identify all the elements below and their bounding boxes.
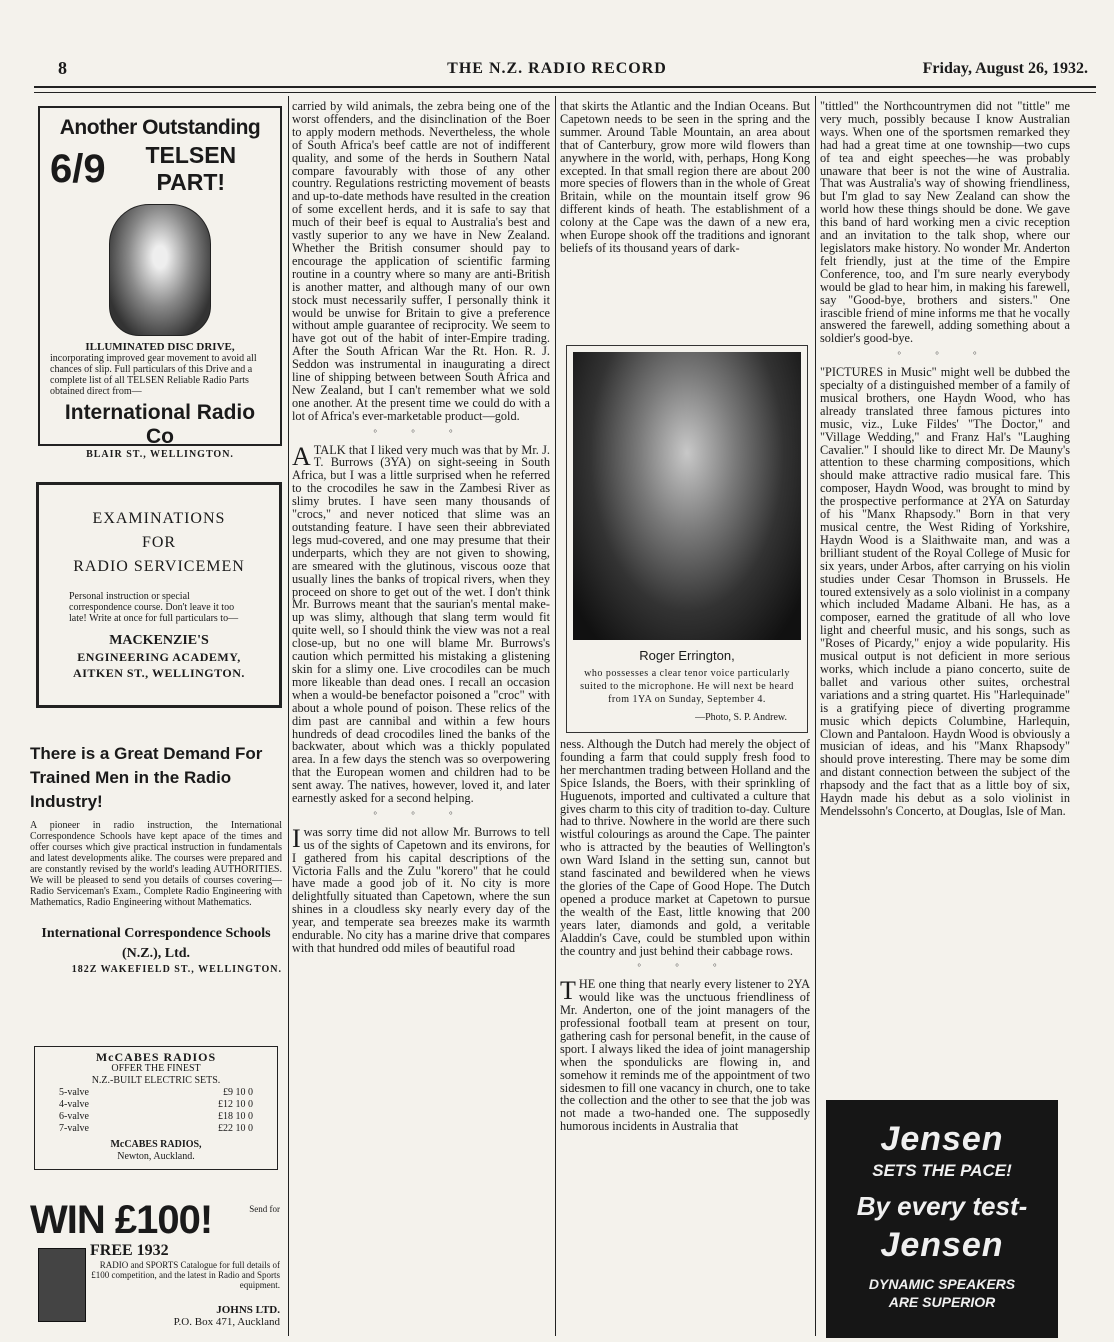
price-value: £9 10 0 [223,1087,253,1098]
page-header [0,58,1114,88]
ics-body: A pioneer in radio instruction, the International Correspondence Schools have kept apace of the times and offer courses which give practical instruction in fundamentals and latest developments alike. The courses were prepared and are constantly revised by the world's leading AUTHORITIES. We will be pleased to send you details of courses covering—Radio Serviceman's Exam., Complete Radio Engineering with Mathematics, Radio Engineering without Mathematics. [30,820,282,908]
ics-headline: There is a Great Demand For Trained Men in the Radio Industry! [30,744,263,811]
exams-line3: RADIO SERVICEMEN [73,558,245,575]
mccabes-company: McCABES RADIOS, [110,1139,202,1150]
telsen-advertisement [38,106,282,460]
jensen-line2: SETS THE PACE! [872,1161,1012,1180]
jensen-line1: Jensen [880,1120,1004,1158]
drop-cap: T [560,976,576,1006]
jensen-line6: ARE SUPERIOR [888,1294,996,1310]
telsen-product: TELSEN PART! [145,142,237,195]
drop-cap: I [292,823,301,853]
article-column-3 [820,100,1070,818]
jensen-line5: DYNAMIC SPEAKERS [868,1276,1016,1292]
price-row [41,1123,271,1135]
ics-advertisement [30,742,282,1012]
portrait-photo [566,345,808,733]
article-paragraph: that skirts the Atlantic and the Indian Oceans. But Capetown needs to be seen in the spring and the summer. Around Table Mountain, an area about that of Canterbury, grow more wild flowers than anywhere in the world, with, perhaps, Hong Kong excepted. In that small region there are about 200 more species of flowers than in the whole of Great Britain, while on the mountain itself grow 96 different kinds of heath. The establishment of a colony at the Cape was the dawn of a new era, when Europe shook off the traditions and ignorant beliefs of its thousand years of dark- [560,99,810,255]
article-paragraph: "PICTURES in Music" might well be dubbed the specialty of a distinguished member of a family of musical brothers, one Haydn Wood, who has already translated three famous pictures into music, viz., Luke Fildes' "The Doctor," and "Village Wedding," and Franz Hal's "Laughing Cavalier." I should like to direct Mr. De Mauny's attention to these charming compositions, which should make attractive radio musical fare. This composer, Haydn Wood, was brought to mind by the prospective performance at 2YA on Saturday of his "Manx Rhapsody." Born in that very musical centre, the West Riding of Yorkshire, Haydn Wood is a Slaithwaite man, and was a brilliant student of the Royal College of Music for six years, under Arbos, after carrying on his violin studies under Cesar Thomson in Brussels. He toured extensively as a solo violinist in a company which included Madame Albani. He has, as a composer, earned the gratitude of all who love light and cheerful music, and his songs, such as "Roses of Picardy," enjoy a wide popularity. His musical output is not deficient in more serious works, which include a piano concerto, suite de ballet and various other suites, orchestral variations and a string quartet. His "Harlequinade" is a gratifying piece of diverting programme music which depicts Columbine, Harlequin, Clown and Pantaloon. Haydn Wood is obviously a musician of ideas, and his "Manx Rhapsody" should prove interesting. There may be some dim and distant connection between the subject of the rhapsody and the fact that as a little boy of six, Haydn made his debut as a solo violinist in Mendelssohn's Concerto, at Douglas, Isle of Man. [820,365,1070,818]
jensen-advertisement [826,1100,1058,1338]
column-rule [815,96,816,1336]
article-paragraph [292,823,550,955]
article-paragraph-text: HE one thing that nearly every listener to 2YA would like was the unctuous friendliness of Mr. Anderton, one of the joint managers of the professional football team at present on tour, gathering cash for personal benefit, in the cause of sport. I always liked the idea of joint managership when the spondulicks are flowing in, and somehow it reminds me of the appointment of two sidesmen to fill one vacancy in church, one to take the collection and the other to see that the job was not made a two-handed one. The supposedly humorous incidents in Australia that [560,977,810,1134]
price-model: 7-valve [59,1123,89,1134]
jensen-line4: Jensen [880,1226,1004,1264]
exams-company2: ENGINEERING ACADEMY, [77,650,241,664]
article-column-1 [292,100,550,955]
johns-catalogue: RADIO and SPORTS Catalogue for full details of £100 competition, and the latest in Radio and Sports equipment. [91,1260,280,1290]
header-rule-thin [34,92,1096,93]
price-value: £18 10 0 [218,1111,253,1122]
article-paragraph [560,978,810,1133]
issue-date: Friday, August 26, 1932. [922,60,1088,77]
header-rule [34,86,1096,88]
price-model: 6-valve [59,1111,89,1122]
portrait-image [573,352,801,640]
article-paragraph: ness. Although the Dutch had merely the object of founding a farm that could supply fresh food to her merchantmen trading between Holland and the Spice Islands, the Boers, with their sprinkling of Huguenots, imported and cultivated a culture that gives charm to this city of tradition to-day. Culture had to thrive. Nowhere in the world are there such wistful colourings as around the Cape. The painter who is attracted by the beauties of Wellington's own Ward Island in the setting sun, cannot but stand fascinated and bewildered when he views the glories of the Cape of Good Hope. The Dutch opened a produce market at Capetown to pursue the wealth of the East, little knowing that 200 years later, diamonds and gold, a veritable Aladdin's Cave, could be stumbled upon within the country and just behind their cabbage rows. [560,737,810,958]
drop-cap: A [292,441,311,471]
price-model: 4-valve [59,1099,89,1110]
article-column-2-top [560,100,810,255]
telsen-body [50,342,270,397]
exams-line1: EXAMINATIONS [92,510,226,527]
telsen-headline: Another Outstanding [59,116,261,139]
photo-caption: who possesses a clear tenor voice particularly suited to the microphone. He will next be heard from 1YA on Sunday, September 4. [580,668,794,705]
ics-company: International Correspondence Schools (N.Z.), Ltd. [41,926,271,961]
exams-address: AITKEN ST., WELLINGTON. [73,666,245,680]
exams-body: Personal instruction or special correspondence course. Don't leave it too late! Write at once for full particulars to— [69,591,239,624]
price-row [41,1111,271,1123]
telsen-company: International Radio Co [64,401,256,448]
article-paragraph-text: was sorry time did not allow Mr. Burrows to tell us of the sights of Capetown and its environs, for I gathered from his capital descriptions of the Victoria Falls and the Zulu "korero" that he could have made a good job of it. No city is more delightfully situated than Capetown, where the sun shines in a cloudless sky nearly every day of the year, and temperate sea breezes make its warmth endurable. No city has a marine drive that compares with that hundred odd miles of beautiful road [292,824,550,955]
section-separator: ° ° ° [637,962,733,973]
mccabes-sub2: N.Z.-BUILT ELECTRIC SETS. [91,1075,221,1086]
section-separator: ° ° ° [373,427,469,438]
article-paragraph-text: TALK that I liked very much was that by Mr. J. T. Burrows (3YA) on sight-seeing in South Africa, but I was a little surprised when he referred to the crocodiles he saw in the Zambesi River as slimy brutes. I have seen many thousands of "crocs," and never noticed that slime was an outstanding feature. I have seen their abbreviated legs mud-covered, and one may presume that their underparts, which they are not given to showing, are smeared with the glutinous, viscous ooze that usually lines the banks of tropical rivers, when they proceed on shore to get out of the wet. I don't think Mr. Burrows meant that the saurian's mental make-up was slimy, although that slang term would fit quite well, so I should think the view was not a real close-up, but no one will blame Mr. Burrows's caution which permitted his mistaking a glistening skin for a slimy one. Live crocodiles can be much more likeable than dead ones. I recall an occasion when a would-be benefactor poisoned a "croc" with about a whole pound of poison. These relics of the dim past are cannibal and within a few hours hundreds of dead crocodiles lined the banks of the backwater, about which was a thickly populated area. In a few days the stench was so overpowering that the European women and children had to be sent away. The natives, however, loved it, and later earnestly asked for a second helping. [292,442,550,806]
article-column-2-bottom [560,738,810,1133]
telsen-body-text: incorporating improved gear movement to avoid all chances of slip. Full particulars of this Drive and a complete list of all TELSEN Reliable Radio Parts obtained direct from— [50,353,257,397]
mccabes-advertisement [34,1046,278,1170]
mccabes-sub: OFFER THE FINEST [111,1063,201,1074]
article-paragraph: "tittled" the Northcountrymen did not "tittle" me very much, possibly because I know Australian ways. When one of the sportsmen remarked they had had a great time at one township—two cups of tea and eight speeches—he was probably unaware that beer is not the wine of Australia. That was Australia's way of showing friendliness, but I'm glad to say New Zealand can show the world how these things should be done. We gave this band of hard working men a civic reception and an invitation to the talk shop, where our legislators make history. No wonder Mr. Anderton felt friendly, just at the time of the Empire Conference, too, and I'm sure nearly everybody would be glad to hear him, in making his farewell, say "Good-bye, brothers and sisters." One irascible friend of mine informs me that he vocally answered the farewell, adding something about a soldier's good-bye. [820,99,1070,346]
johns-send: Send for [249,1204,280,1214]
price-value: £22 10 0 [218,1123,253,1134]
catalogue-illustration [38,1248,86,1322]
johns-company: JOHNS LTD. [216,1304,280,1316]
price-row [41,1087,271,1099]
disc-drive-illustration [109,204,211,336]
telsen-feature-title: ILLUMINATED DISC DRIVE, [85,341,235,353]
article-paragraph: carried by wild animals, the zebra being one of the worst offenders, and the disinclination of the Boer to apply modern methods. Nevertheless, the whole of South Africa's beef cattle are not of indifferent quality, and some of the herds in Southern Natal compare favourably with those of any other country. Regulations restricting movement of beasts and up-to-date methods have resulted in the creation of some excellent herds, and it is safe to say that much of their beef is equal to Australia's best and vastly superior to any we have in New Zealand. Whether the British consumer should pay to encourage the application of scientific farming routine in a country where so many are anti-British is another matter, and although many of our own stock must necessarily suffer, I personally think it would be unwise for Britain to give a preference without ample guarantee of reciprocity. We seem to have got out of the habit of inter-Empire trading. After the South African War the Rt. Hon. R. J. Seddon was instrumental in inaugurating a direct line of shipping between between South Africa and New Zealand, but I can't remember what we sold one another. At the present time we could do with a lot of Africa's ever-marketable product—gold. [292,99,550,423]
mccabes-address: Newton, Auckland. [117,1151,195,1162]
telsen-price: 6/9 [50,147,106,191]
telsen-address: BLAIR ST., WELLINGTON. [86,449,234,460]
price-model: 5-valve [59,1087,89,1098]
column-rule [288,96,289,1336]
johns-address: P.O. Box 471, Auckland [173,1316,280,1328]
johns-free: FREE 1932 [90,1242,169,1259]
johns-contact [130,1304,280,1328]
ics-address: 182Z WAKEFIELD ST., WELLINGTON. [71,964,282,975]
photo-name: Roger Errington, [639,648,735,663]
exams-company1: MACKENZIE'S [109,633,209,648]
exams-advertisement [36,482,282,708]
jensen-line3: By every test- [856,1191,1028,1221]
exams-line2: FOR [141,534,177,551]
article-paragraph [292,441,550,806]
price-value: £12 10 0 [218,1099,253,1110]
photo-credit: —Photo, S. P. Andrew. [695,712,787,723]
column-rule [555,96,556,1336]
johns-headline: WIN £100! [30,1198,213,1242]
price-row [41,1099,271,1111]
masthead-title: THE N.Z. RADIO RECORD [447,60,667,77]
section-separator: ° ° ° [897,350,993,361]
johns-advertisement [30,1200,282,1332]
section-separator: ° ° ° [373,809,469,820]
mccabes-title: McCABES RADIOS [95,1050,217,1064]
page-number: 8 [58,58,67,78]
